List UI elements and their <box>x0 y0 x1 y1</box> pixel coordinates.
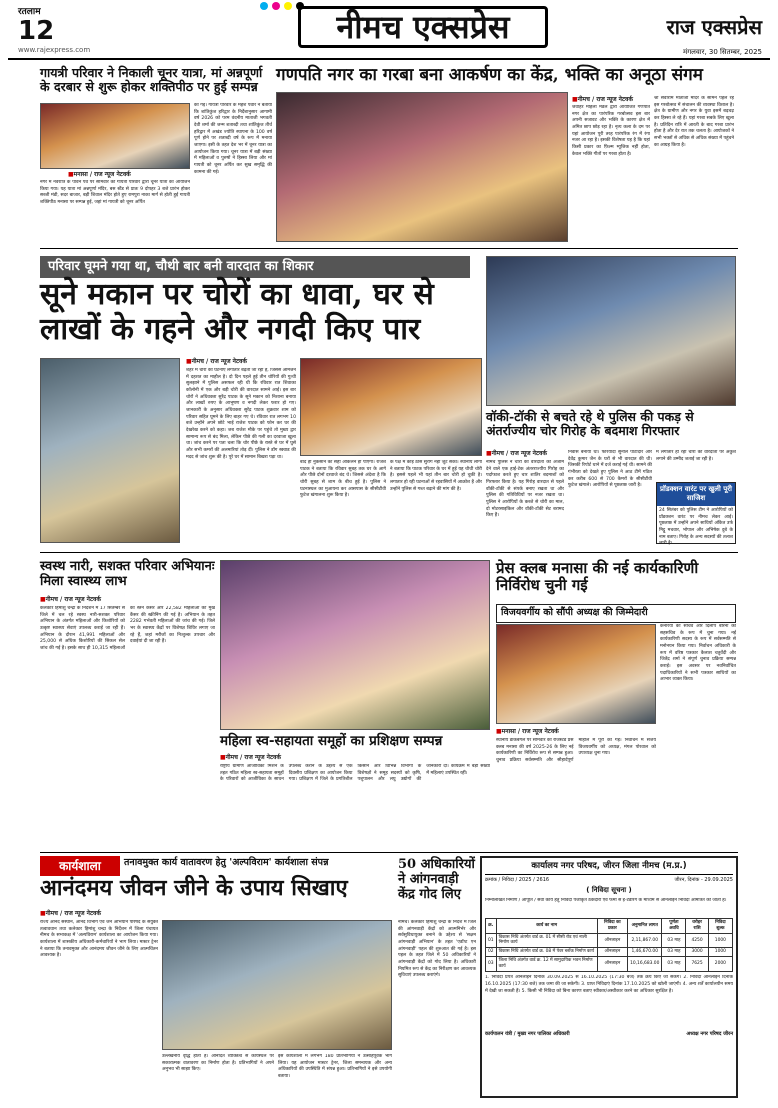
article-body: जवाहर महिला मंडल द्वारा आयोजित गणपति नगर क्षेत्र का पारंपरिक गरबोत्सव इस बार अपनी सजावट और भक्ति के कारण क्षेत्र में अमित छाप छोड़ रहा है। नृत्य कला के दम पर यहां आयोजन पूरी तरह पारंपरिक रंग में रंगा नजर आ रहा है। इसकी विशेषता यह है कि यहां किसी प्रकार का फ़िल्म म्यूजिक नहीं होता, केवल भक्ति गीतों पर गरबा होता है। <box>572 105 650 157</box>
tender-notice <box>480 856 738 1098</box>
signature-left: कार्यपालन यंत्री / मुख्य नगर पालिका अधिकारी <box>485 1031 570 1038</box>
cell: 4250 <box>686 933 708 948</box>
cell: 2,11,867.00 <box>628 933 662 948</box>
tender-table <box>485 918 733 973</box>
byline: ■ मनासा / राज न्यूज नेटवर्क <box>496 728 559 736</box>
section-divider <box>40 552 738 553</box>
tender-title: कार्यालय नगर परिषद, जीरन जिला नीमच (म.प्र.) <box>485 861 733 875</box>
table-row <box>486 957 733 972</box>
sidebar-body: 24 सितंबर को पुलिस टीम ने आरोपियों को प्रॉडक्शन वारंट पर नीमच लेकर आई। पूछताछ में उन्होंने अपने साथियों अंकित उर्फ मिट्ठू मचवार, भोपाल और अभिषेक दुबे के नाम बताए। गिरोह के अन्य सदस्यों की तलाश जारी है। <box>659 507 733 546</box>
cell: जिला निधि अंतर्गत वार्ड क्र. 12 में सामुदायिक भवन निर्माण कार्य <box>496 957 597 972</box>
cell: विकास निधि अंतर्गत वार्ड क्र. 08 में पेवर ब्लॉक निर्माण कार्य <box>496 948 597 957</box>
chunar-yatra-photo <box>40 103 190 169</box>
col-header: कार्य का नाम <box>496 918 597 933</box>
col-header: पूर्णता अवधि <box>662 918 686 933</box>
article-body: स्थानीय डाकबंगले पर सोमवार को रजिस्टर्ड प्रेस क्लब मनासा की वर्ष 2025-26 के लिए नई कार्यकारिणी का निर्विरोध रूप से सम्पन्न हुआ। चुनाव प्रक्रिया सर्वसम्मति और सौहार्दपूर्ण माहौल में पूरी की गई। निर्वाचन में संजय विजयवर्गीय को अध्यक्ष, मंगल पोरवाल को उपाध्यक्ष चुना गया। <box>496 738 656 763</box>
article-body-col2: निवास बनाया था। फरियादी सुनील पाटीदार और देवेंद्र कुमार जैन के घरों से भी वारदात की थी। जिसकी रिपोर्ट थाने में दर्ज कराई गई थी। सामने की गंभीरता को देखते हुए पुलिस ने आठ टीमें गठित कर करीब 600 से 700 कैमरों के सीसीटीवी फुटेज खंगाले। आरोपियों से पूछताछ जारी है। <box>568 450 652 489</box>
tender-header-row <box>486 918 733 933</box>
cell: ऑनलाइन <box>597 933 627 948</box>
issue-date: मंगलवार, 30 सितम्बर, 2025 <box>683 48 762 56</box>
article-body-col2: उल्लेखनीय वृद्धि होती है। आनंदित व्यक्तित्व से कार्यस्थल पर सकारात्मक वातावरण का निर्माण होता है। प्रतिभागियों ने अपने अनुभव भी साझा किए। <box>162 1054 274 1073</box>
registration-mark-cyan <box>260 2 268 10</box>
cell: 1000 <box>708 948 732 957</box>
garba-photo <box>276 92 568 242</box>
byline: ■ नीमच / राज न्यूज नेटवर्क <box>40 910 101 918</box>
cell: 03 माह <box>662 933 686 948</box>
headline-gang-arrest: वॉकी-टॉकी से बचते रहे थे पुलिस की पकड़ से अंतर्राज्यीय चोर गिरोह के बदमाश गिरफ्तार <box>486 409 694 439</box>
headline-workshop: आनंदमय जीवन जीने के उपाय सिखाए <box>40 875 348 901</box>
arrested-gang-photo <box>486 256 736 406</box>
tender-ref-row <box>485 877 733 884</box>
byline: ■ मनासा / राज न्यूज नेटवर्क <box>68 171 131 179</box>
registration-mark-magenta <box>272 2 280 10</box>
tender-intro: निम्नलिखित निर्माण / आपूर्ति / सेवा कार्य हेतु निविदा पंजीकृत ठेकेदारों एवं फर्मों से ई-टेंडरिंग के माध्यम से ऑनलाइन निविदा आमंत्रित की जाती है। <box>485 897 727 903</box>
kicker-workshop: कार्यशाला <box>40 856 120 876</box>
headline: गायत्री परिवार ने निकाली चूनर यात्रा, मां अन्नपूर्णा के दरबार से शुरू होकर शक्तिपीठ पर हुई सम्पन्न <box>40 65 263 95</box>
headline-garba: गणपति नगर का गरबा बना आकर्षण का केंद्र, भक्ति का अनूठा संगम <box>276 65 703 85</box>
article-body: नीमच। कलेक्टर हिमांशु चन्द्रा के निर्देश में जिले की आंगनवाड़ी केंद्रों को आत्मनिर्भर और सर्वसुविधायुक्त बनाने के उद्देश्य से 'सक्षम आंगनवाड़ी अभियान' के तहत 'एडॉप्ट एन आंगनवाड़ी' पहल की शुरुआत की गई है। इस पहल के तहत जिले में 50 अधिकारियों ने आंगनवाड़ी केंद्रों को गोद लिया है। अधिकारी नियमित रूप से केंद्र का निरीक्षण कर आवश्यक सुविधाएं उपलब्ध कराएंगे। <box>398 920 476 979</box>
tender-subtitle: ( निविदा सूचना ) <box>586 886 632 895</box>
sidebar-box-production-warrant <box>656 482 736 544</box>
byline: ■ नीमच / राज न्यूज नेटवर्क <box>186 358 247 366</box>
col-header: निविदा का प्रकार <box>597 918 627 933</box>
headline-press-club: प्रेस क्लब मनासा की नई कार्यकारिणी निर्विरोध चुनी गई <box>496 559 699 595</box>
headline-training: महिला स्व-सहायता समूहों का प्रशिक्षण सम्पन्न <box>220 733 443 749</box>
registration-mark-black <box>296 2 304 10</box>
sidebar-title: प्रॉडक्शन वारंट पर खुली पूरी साजिश <box>657 483 735 506</box>
article-body: नीमच पुलिस ने चोरी की वारदातों को अंजाम देने वाले एक हाई-टेक अंतरराज्यीय गिरोह का पर्दाफाश करते हुए चार शातिर बदमाशों को गिरफ्तार किया है। यह गिरोह वारदात से पहले वॉकी-टॉकी से संपर्क बनाए रखता था और पुलिस की गतिविधियों पर नजर रखता था। पुलिस ने आरोपियों के कब्जे से चोरी का माल, दो मोटरसाइकिल और वॉकी-टॉकी सेट बरामद किए हैं। <box>486 460 564 519</box>
article-body-col2: श्री सेवाराम माताजी मंदिर के सामने पहले रहे इस गरबोत्सव में संचालन की व्यवस्था विशाल है। क्षेत्र के ग्रामीण और नगर के युवा इसमें बढ़चढ़ कर हिस्सा ले रहे हैं। यहां गरबा सबके लिए खुला है। प्रतिदिन रात्रि में आरती के बाद गरबा प्रारंभ होता है और देर रात तक चलता है। आयोजकों ने सभी भक्तों से अधिक से अधिक संख्या में पहुंचने का आग्रह किया है। <box>654 96 734 148</box>
article-body-col4: के पक्ष में कोई ठोस सुराग नहीं जुट सका। स्थानीय लोगों ने बताया कि पाटक परिवार के घर में हुई यह चौथी चोरी है। इससे पहले भी यहां तीन बार चोरी हो चुकी है। लगातार हो रही घटनाओं से रहवासियों में आक्रोश है और उन्होंने पुलिस से गश्त बढ़ाने की मांग की है। <box>390 460 482 492</box>
headline-health: स्वस्थ नारी, सशक्त परिवार अभियानः मिला स्वास्थ्य लाभ <box>40 559 215 589</box>
byline: ■ नीमच / राज न्यूज नेटवर्क <box>40 596 101 604</box>
website-url[interactable]: www.rajexpress.com <box>18 46 91 54</box>
byline: ■ नीमच / राज न्यूज नेटवर्क <box>572 96 633 104</box>
tender-signatures <box>485 1031 733 1038</box>
table-row <box>486 948 733 957</box>
press-club-photo <box>496 624 656 724</box>
cell: 02 <box>486 948 497 957</box>
kicker-theft: परिवार घूमने गया था, चौथी बार बनी वारदात का शिकार <box>40 256 470 278</box>
article-body-col3: इस कार्यशाला में लगभग 180 प्रतिभागियों ने उत्साहपूर्वक भाग लिया। यह आयोजन मास्टर ट्रेनर, जिला समन्वयक और अन्य अधिकारियों की उपस्थिति में संपन्न हुआ। प्रतिभागियों ने इसे उपयोगी बताया। <box>278 1054 392 1079</box>
tender-number: क्रमांक / निविदा / 2025 / 2616 <box>485 877 550 884</box>
cell: 01 <box>486 933 497 948</box>
article-body: शहर में चोरी की घटनाएं लगातार बढ़ती जा रही हैं, जिससे आमजन में दहशत का माहौल है। दो दिन पहले हुई तीन चोरियों की गुत्थी सुलझाने में पुलिस असफल रही थी कि रविवार रात शिवाका कॉलोनी में एक और बड़ी चोरी की वारदात सामने आई। इस बार चोरों ने अधिवक्ता सुरेंद्र पाटक के सूने मकान को निशाना बनाया और लाखों रुपए के आभूषण व नगदी लेकर फरार हो गए। जानकारी के अनुसार अधिवक्ता सुरेंद्र पाटक शुक्रवार शाम को परिवार सहित घूमने के लिए बाहर गए थे। रविवार रात लगभग 10 बजे उन्होंने अपने छोटे भाई राजेश पाटक को फोन कर घर की देखरेख करने को कहा। जब राजेश मौके पर पहुंचे तो मुख्य द्वार सामान्य रूप से बंद मिला, लेकिन पीछे की गली का दरवाजा खुला था। जांच करने पर पता चला कि चोर पीछे के रास्ते से घर में घुसे और सभी कमरों की अलमारियां तोड़ दीं। पुलिस ने डॉग स्क्वाड की मदद से जांच शुरू की है। पूरे घर में सामान बिखरा पड़ा था। <box>186 368 296 460</box>
section-divider <box>40 248 738 249</box>
col-header: क्र. <box>486 918 497 933</box>
cell: 1000 <box>708 933 732 948</box>
tender-notes: 1. निविदा प्रपत्र ऑनलाइन दिनांक 30.09.2025 से 16.10.2025 (17:30 बजे) तक क्रय किए जा सकेंगे। 2. निविदा ऑनलाइन दिनांक 16.10.2025 (17:30 बजे) तक जमा की जा सकेगी। 3. प्राप्त निविदाएं दिनांक 17.10.2025 को खोली जाएंगी। 4. अन्य शर्तें कार्यालयीन समय में देखी जा सकती हैं। 5. किसी भी निविदा को बिना कारण बताए स्वीकार/अस्वीकार करने का अधिकार सुरक्षित है। <box>485 975 733 994</box>
brand-name: राज एक्सप्रेस <box>666 15 762 39</box>
byline: ■ नीमच / राज न्यूज नेटवर्क <box>220 754 281 762</box>
cell: 2000 <box>708 957 732 972</box>
cell: ऑनलाइन <box>597 957 627 972</box>
headline-theft: सूने मकान पर चोरों का धावा, घर से लाखों के गहने और नगदी किए पार <box>40 277 434 347</box>
cell: 03 माह <box>662 957 686 972</box>
subheadline-workshop: तनावमुक्त कार्य वातावरण हेतु 'अल्पविराम' कार्यशाला संपन्न <box>124 857 329 868</box>
byline: ■ नीमच / राज न्यूज नेटवर्क <box>486 450 547 458</box>
masthead <box>8 0 770 60</box>
tender-date: जीरन, दिनांक - 29.09.2025 <box>674 877 733 884</box>
article-body-col2: की गई। गायत्री परिवार के महेश पंवार ने बताया कि शांतिकुंज हरिद्वार के निर्देशानुसार आगामी वर्ष 2026 को परम वंदनीय माताजी भगवती देवी शर्मा की जन्म शताब्दी तथा शांतिकुंज तीर्थ हरिद्वार में अखंड ज्योति स्थापना के 100 वर्ष पूर्ण होने पर शताब्दी वर्ष के रूप में मनाया जाएगा। इसी के तहत देश भर में चूनर यात्रा का आयोजन किया गया। चूनर यात्रा में बड़ी संख्या में महिलाओं व पुरुषों ने हिस्सा लिया और मां गायत्री को चूनर अर्पित कर सुख समृद्धि की कामना की गई। <box>194 103 272 175</box>
training-photo <box>220 560 490 730</box>
article-body: राष्ट्रीय ग्रामीण आजीविका मिशन के तहत गठित महिला स्व-सहायता समूहों के परिवारों को आजीविका के साधन उपलब्ध कराने के उद्देश्य से एक दिवसीय प्रशिक्षण का आयोजन किया गया। प्रशिक्षण में जिले के प्रगतिशील किसान और विभिन्न विभागों के विशेषज्ञों ने समूह सदस्यों को कृषि, पशुपालन और लघु उद्योगों की जानकारी दी। कार्यक्रम में बड़ी संख्या में महिलाएं उपस्थित रहीं। <box>220 764 490 783</box>
article-body-col3: बाद ही नुकसान का सही आकलन हो पाएगा। राजेश पाटक ने बताया कि रविवार सुबह तक घर के आगे और पीछे दोनों दरवाजे बंद थे। जिससे अंदेशा है कि चोरी सुबह से शाम के बीच हुई है। पुलिस ने घटनास्थल का मुआयना कर आसपास के सीसीटीवी फुटेज खंगालना शुरू किया है। <box>300 460 386 499</box>
col-header: अनुमानित लागत <box>628 918 662 933</box>
cell: 7625 <box>686 957 708 972</box>
cell: 10,16,683.00 <box>628 957 662 972</box>
article-body-col3: में लगातार हो रही चोरी की वारदातों पर अंकुश लगाने की उम्मीद जताई जा रही है। <box>656 450 736 462</box>
workshop-photo <box>162 920 392 1050</box>
cell: ऑनलाइन <box>597 948 627 957</box>
col-header: धरोहर राशि <box>686 918 708 933</box>
page-number: 12 <box>18 16 55 46</box>
article-body: नगर में नवरात्रि के पावन पर्व पर सोमवार को गायत्री परिवार द्वारा चूनर यात्रा का आयोजन किया गया। यह यात्रा मां अन्नपूर्णा मंदिर, बस स्टैंड से प्रातः 9 दोपहर 3 बजे प्रारंभ होकर सब्जी मंडी, सदर बाजार, बड़ी शिवाल मंदिर होते हुए रामपुरा नाका मार्ग से होती हुई गायत्री शक्तिपीठ मनासा पर सम्पन्न हुई, जहां मां गायत्री को चूनर अर्पित <box>40 180 190 205</box>
article-body-col2: कनेरिया को सचिव और दिलीप बोरना को सहसचिव के रूप में चुना गया। नई कार्यकारिणी सदस्य के रूप में सर्वसम्मति से मनोनयन किया गया। निर्वाचन अधिकारी के रूप में वरिष्ठ पत्रकार कैलाश चतुर्वेदी और जितेंद्र शर्मा ने संपूर्ण चुनाव प्रक्रिया सम्पन्न कराई। इस अवसर पर नवनिर्वाचित पदाधिकारियों ने सभी पत्रकार साथियों का आभार व्यक्त किया। <box>660 624 736 683</box>
col-header: निविदा शुल्क <box>708 918 732 933</box>
article-chunar-yatra <box>40 66 270 95</box>
city-label: रतलाम <box>18 7 41 17</box>
cell: 03 <box>486 957 497 972</box>
headline-anganwadi: 50 अधिकारियों ने आंगनवाड़ी केंद्र गोद लिए <box>398 857 475 902</box>
signature-right: अध्यक्ष नगर परिषद जीरन <box>686 1031 733 1038</box>
registration-mark-yellow <box>284 2 292 10</box>
cell: 3000 <box>686 948 708 957</box>
cell: 03 माह <box>662 948 686 957</box>
article-body: राज्य आनंद संस्थान, आनंद विभाग एवं जन अभियान परिषद के संयुक्त तत्वावधान तथा कलेक्टर हिमांशु चन्द्रा के निर्देशन में जिला पंचायत नीमच के सभाकक्ष में 'अल्पविराम' कार्यशाला का आयोजन किया गया। कार्यशाला में शासकीय अधिकारी-कर्मचारियों ने भाग लिया। मास्टर ट्रेनर ने बताया कि तनावमुक्त और आनंदमय जीवन जीने के लिए आत्मचिंतन आवश्यक है। <box>40 920 158 959</box>
table-row <box>486 933 733 948</box>
edition-title: नीमच एक्सप्रेस <box>298 6 548 48</box>
subheadline-president: विजयवर्गीय को सौंपी अध्यक्ष की जिम्मेदारी <box>496 604 736 623</box>
ransacked-room-photo <box>300 358 482 456</box>
cell: विकास निधि अंतर्गत वार्ड क्र. 01 में सीसी रोड एवं नाली निर्माण कार्य <box>496 933 597 948</box>
section-divider <box>40 852 738 853</box>
cell: 1,46,670.00 <box>628 948 662 957</box>
dog-squad-photo <box>40 358 180 543</box>
article-body: कलेक्टर हिमांशु चन्द्रा के निर्देशन में 17 सितम्बर से जिले में चल रहे स्वस्थ नारी-सशक्त परिवार अभियान के अंतर्गत महिलाओं और किशोरियों को उत्कृष्ट स्वास्थ्य सेवाएं उपलब्ध कराई जा रही हैं। अभियान के दौरान 41,991 महिलाओं और 25,000 से अधिक किशोरियों की सिकल सेल जांच की गई है। इसके साथ ही 10,315 महिलाओं की स्तन कैंसर और 22,582 महिलाओं की मुख कैंसर की स्क्रीनिंग की गई है। अभियान के तहत 2282 गर्भवती महिलाओं की जांच की गई। जिले भर के स्वास्थ्य केंद्रों पर विशेषज्ञ शिविर लगाए जा रहे हैं, जहां मरीजों का निःशुल्क उपचार और दवाईयां दी जा रही हैं। <box>40 606 215 651</box>
